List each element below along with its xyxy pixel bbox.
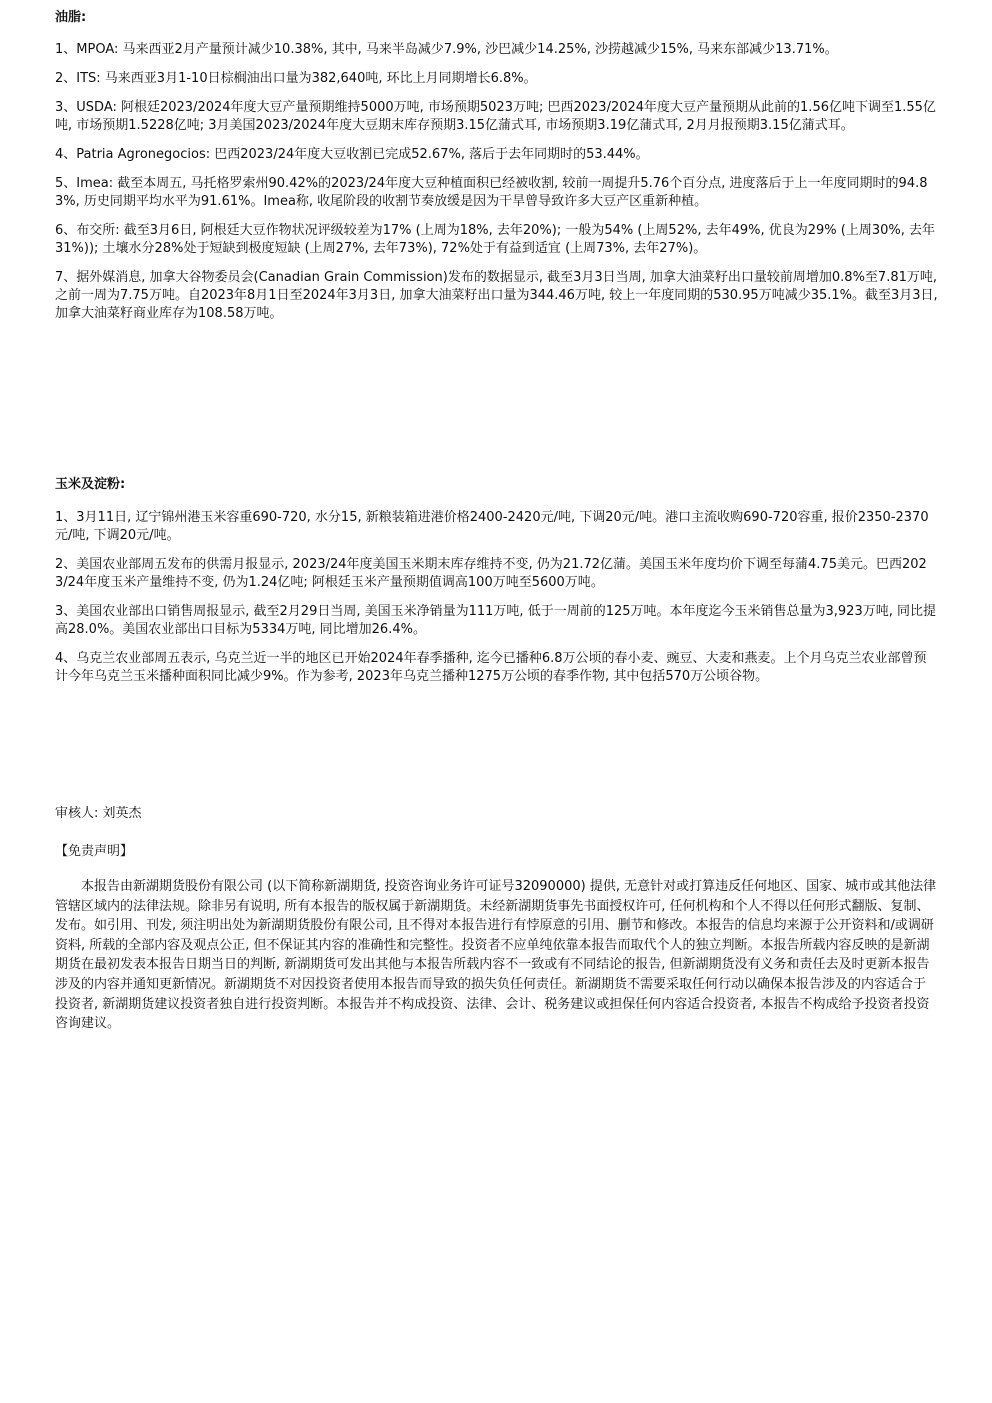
reviewer-line: 审核人: 刘英杰 — [55, 806, 142, 821]
oils-item-usda: 3、USDA: 阿根廷2023/2024年度大豆产量预期维持5000万吨, 市场预期5023万吨; 巴西2023/2024年度大豆产量预期从此前的1.56亿吨下调至1.55亿吨, 市场预期1.5228亿吨; 3月美国2023/2024年度大豆期末库存预期3.15亿蒲式耳, 市场预期3.19亿蒲式耳, 2月月报预期3.15亿蒲式耳。 — [55, 100, 936, 133]
corn-news-list — [55, 509, 938, 697]
disclaimer-heading: 【免责声明】 — [55, 844, 134, 859]
corn-item-wasde: 2、美国农业部周五发布的供需月报显示, 2023/24年度美国玉米期末库存维持不变, 仍为21.72亿蒲。美国玉米年度均价下调至每蒲4.75美元。巴西2023/24年度玉米产量维持不变, 仍为1.24亿吨; 阿根廷玉米产量预期值调高100万吨至5600万吨。 — [55, 557, 927, 590]
oils-section-title: 油脂: — [55, 10, 87, 25]
corn-item-ukraine: 4、乌克兰农业部周五表示, 乌克兰近一半的地区已开始2024年春季播种, 迄今已播种6.8万公顷的春小麦、豌豆、大麦和燕麦。上个月乌克兰农业部曾预计今年乌克兰玉米播种面积同比减少9%。作为参考, 2023年乌克兰播种1275万公顷的春季作物, 其中包括570万公顷谷物。 — [55, 651, 927, 684]
corn-item-export-sales: 3、美国农业部出口销售周报显示, 截至2月29日当周, 美国玉米净销量为111万吨, 低于一周前的125万吨。本年度迄今玉米销售总量为3,923万吨, 同比提高28.0%。美国农业部出口目标为5334万吨, 同比增加26.4%。 — [55, 604, 936, 637]
corn-item-jinzhou-port: 1、3月11日, 辽宁锦州港玉米容重690-720, 水分15, 新粮装箱进港价格2400-2420元/吨, 下调20元/吨。港口主流收购690-720容重, 报价2350-2370元/吨, 下调20元/吨。 — [55, 510, 929, 543]
oils-item-imea: 5、Imea: 截至本周五, 马托格罗索州90.42%的2023/24年度大豆种植面积已经被收割, 较前一周提升5.76个百分点, 进度落后于上一年度同期时的94.83%, 历史同期平均水平为91.61%。Imea称, 收尾阶段的收割节奏放缓是因为干旱曾导致许多大豆产区重新种植。 — [55, 176, 928, 209]
corn-section-title: 玉米及淀粉: — [55, 477, 126, 492]
oils-item-its: 2、ITS: 马来西亚3月1-10日棕榈油出口量为382,640吨, 环比上月同期增长6.8%。 — [55, 71, 537, 86]
oils-item-bcba: 6、布交所: 截至3月6日, 阿根廷大豆作物状况评级较差为17% (上周为18%, 去年20%); 一般为54% (上周52%, 去年49%, 优良为29% (上周30%, 去年31%)); 土壤水分28%处于短缺到极度短缺 (上周27%, 去年73%), 72%处于有益到适宜 (上周73%, 去年27%)。 — [55, 223, 936, 256]
oils-item-mpoa: 1、MPOA: 马来西亚2月产量预计减少10.38%, 其中, 马来半岛减少7.9%, 沙巴减少14.25%, 沙捞越减少15%, 马来东部减少13.71%。 — [55, 42, 838, 57]
disclaimer-body: 本报告由新湖期货股份有限公司 (以下简称新湖期货, 投资咨询业务许可证号32090000) 提供, 无意针对或打算违反任何地区、国家、城市或其他法律管辖区域内的法律法规。除非另有说明, 所有本报告的版权属于新湖期货。未经新湖期货事先书面授权许可, 任何机构和个人不得以任何形式翻版、复制、发布。如引用、刊发, 须注明出处为新湖期货股份有限公司, 且不得对本报告进行有悖原意的引用、删节和修改。本报告的信息均来源于公开资料和/或调研资料, 所载的全部内容及观点公正, 但不保证其内容的准确性和完整性。投资者不应单纯依靠本报告而取代个人的独立判断。本报告所载内容反映的是新湖期货在最初发表本报告日期当日的判断, 新湖期货可发出其他与本报告所载内容不一致或有不同结论的报告, 但新湖期货没有义务和责任去及时更新本报告涉及的内容并通知更新情况。新湖期货不对因投资者使用本报告而导致的损失负任何责任。新湖期货不需要采取任何行动以确保本报告涉及的内容适合于投资者, 新湖期货建议投资者独自进行投资判断。本报告并不构成投资、法律、会计、税务建议或担保任何内容适合投资者, 本报告不构成给予投资者投资咨询建议。 — [55, 879, 937, 1032]
oils-item-patria: 4、Patria Agronegocios: 巴西2023/24年度大豆收割已完成52.67%, 落后于去年同期时的53.44%。 — [55, 147, 649, 162]
oils-news-list — [55, 41, 938, 334]
oils-item-canada-grain: 7、据外媒消息, 加拿大谷物委员会(Canadian Grain Commission)发布的数据显示, 截至3月3日当周, 加拿大油菜籽出口量较前周增加0.8%至7.81万吨, 之前一周为7.75万吨。自2023年8月1日至2024年3月3日, 加拿大油菜籽出口量为344.46万吨, 较上一年度同期的530.95万吨减少35.1%。截至3月3日, 加拿大油菜籽商业库存为108.58万吨。 — [55, 270, 938, 321]
